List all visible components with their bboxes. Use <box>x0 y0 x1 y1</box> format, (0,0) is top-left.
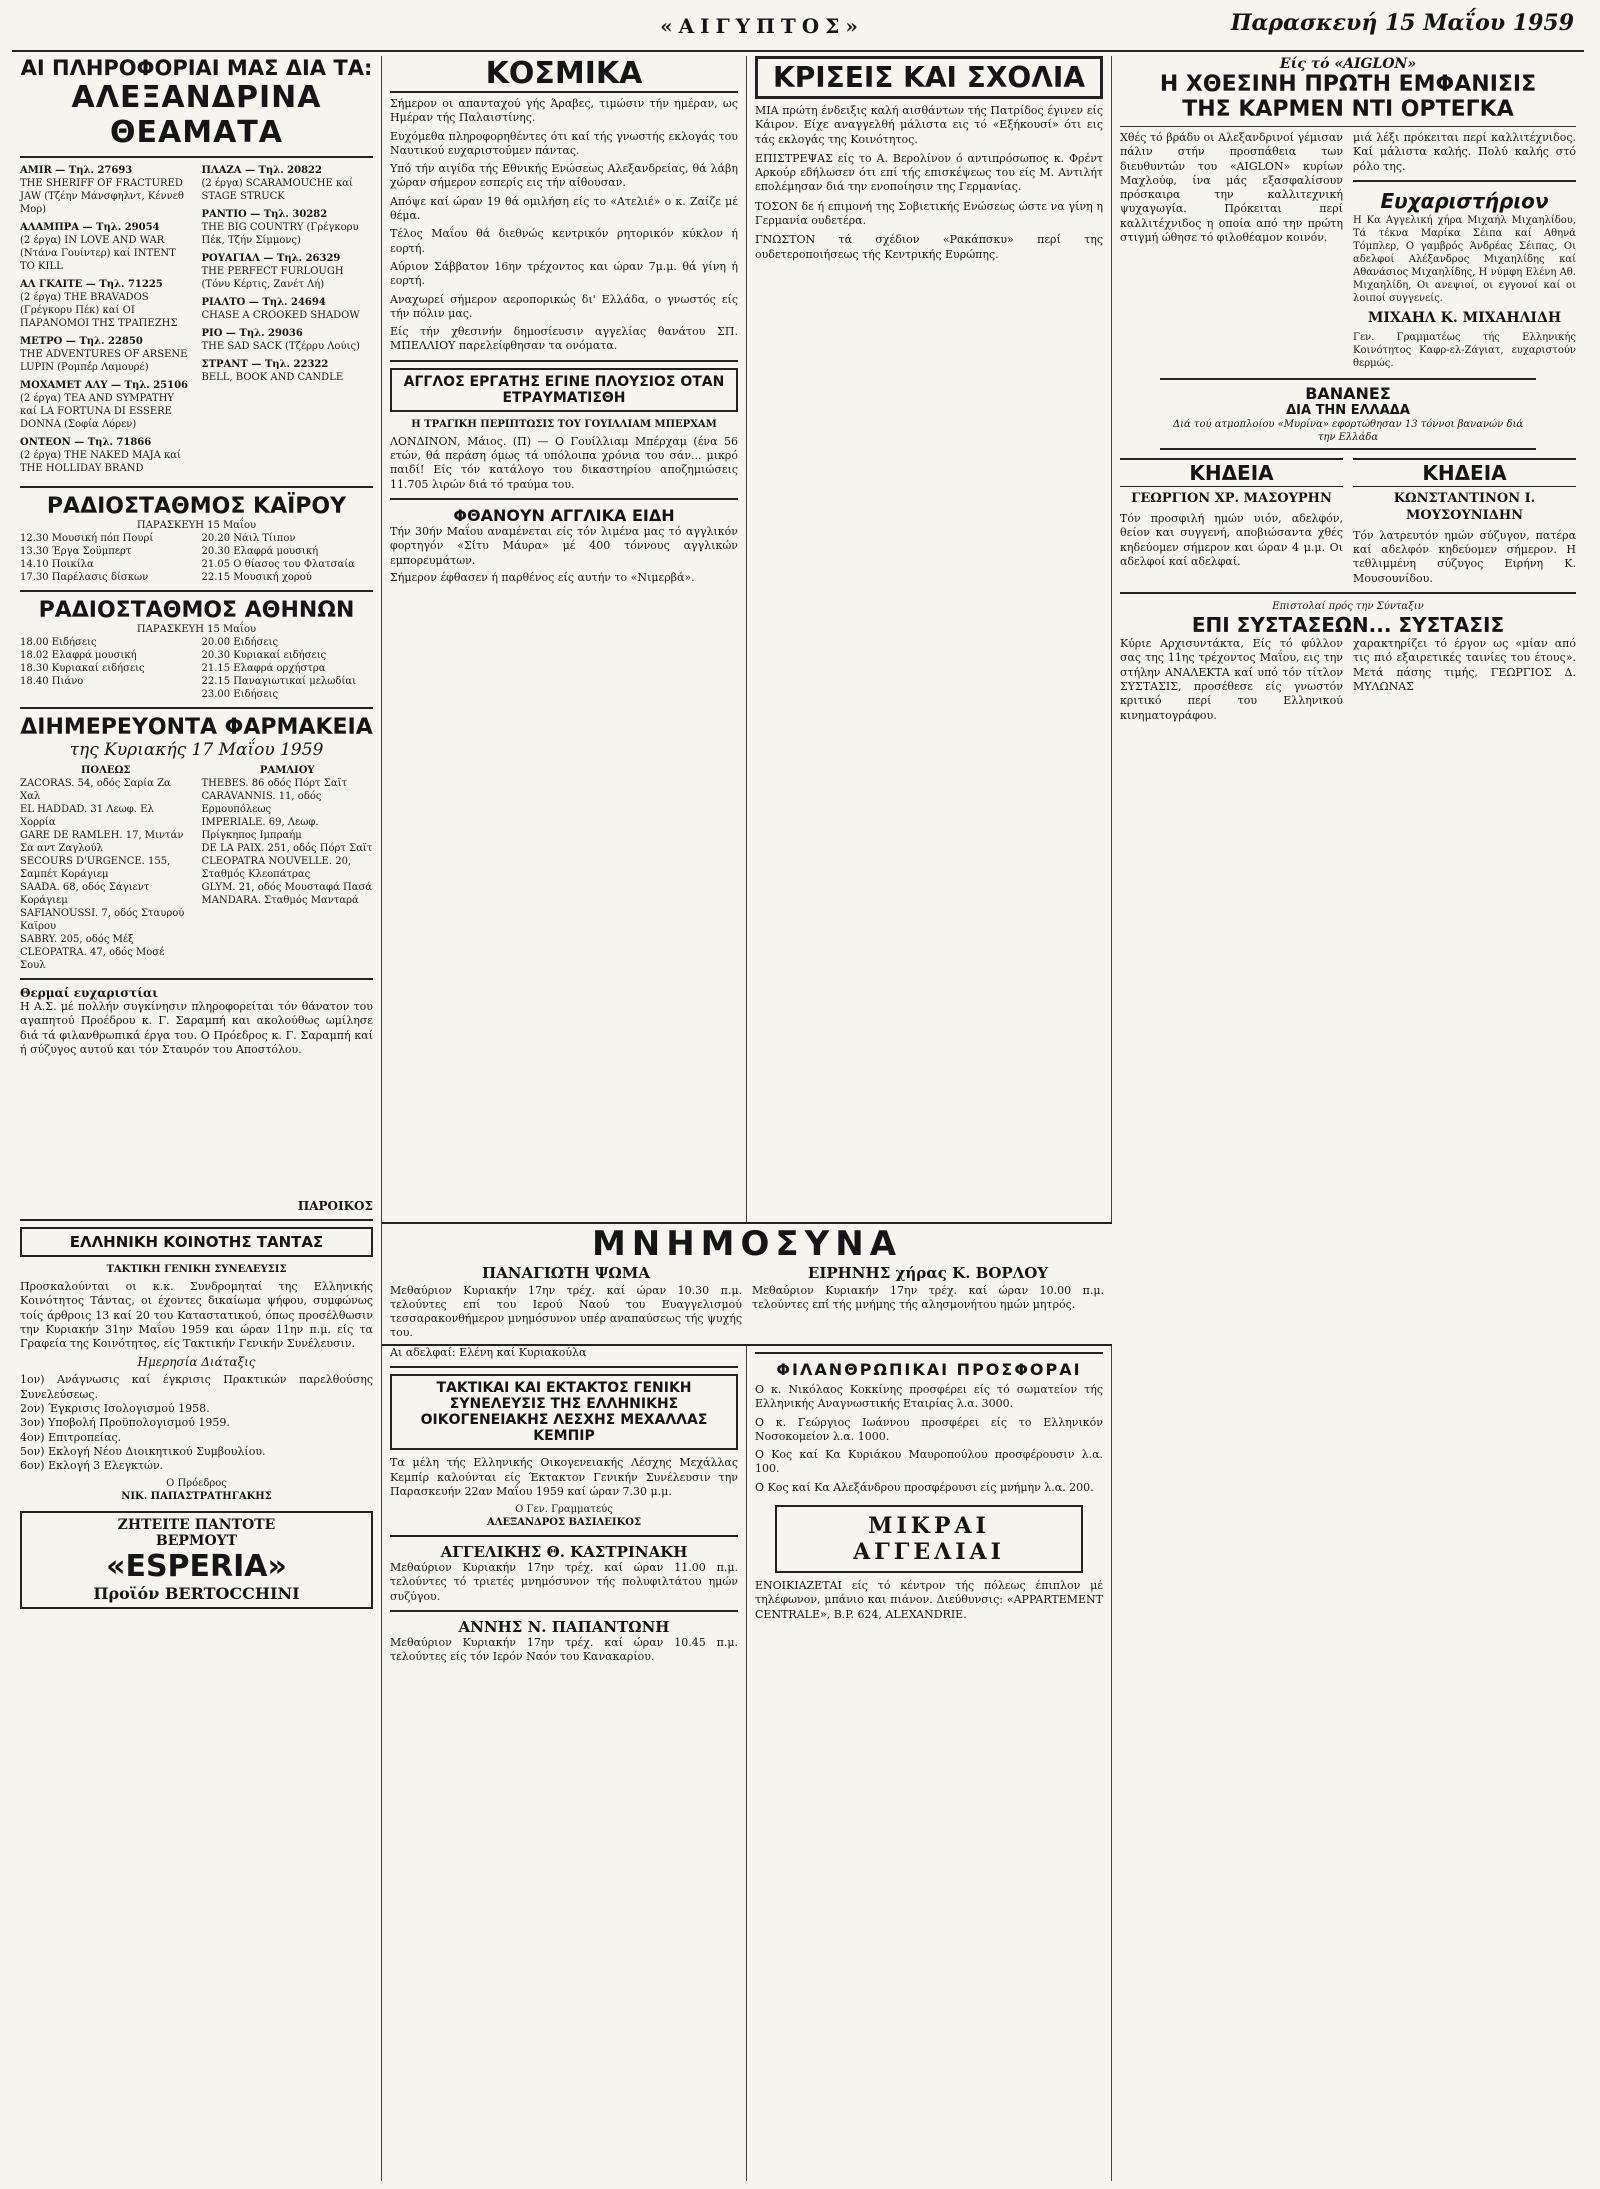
pharmacy-entry: CLEOPATRA. 47, οδός Μοσέ Σουλ <box>20 947 165 971</box>
radio-athens-left <box>20 636 192 701</box>
radio-athens-day: ΠΑΡΑΣΚΕΥΗ 15 Μαΐου <box>136 624 257 635</box>
cinema-name: ΜΕΤΡΟ — Τηλ. 22850 <box>20 336 143 347</box>
story-heading: ΑΓΓΛΟΣ ΕΡΓΑΤΗΣ ΕΓΙΝΕ ΠΛΟΥΣΙΟΣ ΟΤΑΝ ΕΤΡΑΥΜΑΤΙΣΘΗ <box>390 368 738 412</box>
masthead <box>12 6 1584 52</box>
radio-slot: 12.30 Μουσική πόπ Πουρί <box>20 533 154 544</box>
radio-slot: 22.15 Μουσική χορού <box>201 572 312 583</box>
radio-slot: 22.15 Παναγιωτικαί μελωδίαι <box>201 676 357 687</box>
pharmacy-entry: SAADA. 68, οδός Σάγιεντ Κοράγιεμ <box>20 882 150 906</box>
radio-cairo-day: ΠΑΡΑΣΚΕΥΗ 15 Μαΐου <box>136 520 257 531</box>
aiglon-kicker: Είς τό «AIGLON» <box>1279 56 1417 72</box>
cinema-program: CHASE A CROOKED SHADOW <box>201 310 360 321</box>
thanks-name: ΜΙΧΑΗΛ Κ. ΜΙΧΑΗΛΙΔΗ <box>1367 309 1562 326</box>
memorial-text: Μεθαύριον Κυριακήν 17ην τρέχ. καί ώραν 10.45 π.μ. τελούντες είς τόν Ιερόν Ναόν του Κανακαρίου. <box>390 1636 738 1664</box>
cinema-name: ΣΤΡΑΝΤ — Τηλ. 22322 <box>201 359 329 370</box>
pharmacies-subheading: της Κυριακής 17 Μαΐου 1959 <box>69 740 324 760</box>
funeral-heading: ΚΗΔΕΙΑ <box>1353 458 1576 487</box>
funeral-body: Τόν προσφιλή ημών υιόν, αδελφόν, θείον και συγγενή, αποβιώσαντα χθές κηδεύομεν σήμερον και ώραν 4 μ.μ. Οι αδελφοί καί αδελφαί. <box>1120 511 1343 568</box>
radio-slot: 20.20 Νάιλ Τίιπον <box>201 533 296 544</box>
letter-body: Η Α.Σ. μέ πολλήν συγκίνησιν πληροφορείται τόν θάνατον του αγαπητού Προέδρου κ. Γ. Σαραμπή και ακολούθως ωμίλησε διά τά φιλανθρωπικά έργα του. Ο Πρόεδρος κ. Γ. Σαραμπή καί ή σύζυγος αυτού και τόν Σταυρόν του Αποστόλου. <box>20 1000 373 1056</box>
carmen-heading-2: ΤΗΣ ΚΑΡΜΕΝ ΝΤΙ ΟΡΤΕΓΚΑ <box>1182 97 1514 122</box>
commentary-heading: ΚΡΙΣΕΙΣ ΚΑΙ ΣΧΟΛΙΑ <box>755 56 1103 99</box>
column-2-lower <box>382 1346 747 2181</box>
pharmacy-entry: SAFIANOUSSI. 7, οδός Σταυρού Καϊρου <box>20 908 185 932</box>
radio-slot: 20.30 Κυριακαί ειδήσεις <box>201 650 327 661</box>
column-1 <box>12 56 382 2181</box>
goods-note: Σήμερον έφθασεν ή παρθένος είς αυτήν το «Νιμερβά». <box>390 570 695 584</box>
pharmacy-entry: THEBES. 86 οδός Πόρτ Σαϊτ <box>201 778 348 789</box>
radio-slot: 18.02 Ελαφρά μουσική <box>20 650 137 661</box>
ad-brand: «ESPERIA» <box>106 1549 287 1585</box>
assoc-sign-title: Ο Γεν. Γραμματεύς <box>515 1504 613 1516</box>
agenda-item: 4ον) Επιτροπείας. <box>20 1430 122 1444</box>
pharmacy-entry: GLYM. 21, οδός Μουσταφά Πασά <box>201 882 373 893</box>
thanks-body: Η Κα Αγγελική χήρα Μιχαήλ Μιχαηλίδου, Τά τέκνα Μαρίκα Σέιπα καί Αθηνά Τόμπλερ, Ο γαμβρός Άνδρέας Σέιπας, Οι αδελφοί Αλέξανδρος Μιχαηλίδης καί Αθανάσιος Μιχαηλίδης, Η νύμφη Ελένη Αθ. Μιχαηλίδη, Οι ανεψιοί, οι εγγονοί καί οι λοιποί συγγενείς. <box>1353 214 1576 304</box>
memorial-text: Μεθαύριον Κυριακήν 17ην τρέχ. καί ώραν 11.00 π.μ. τελούντες τό τριετές μνημόσυνον τής πολυφιλτάτου ημών συζύγου. <box>390 1561 738 1603</box>
bananas-box <box>1160 378 1536 450</box>
agenda-item: 6ον) Εκλογή 3 Ελεγκτών. <box>20 1459 164 1473</box>
funeral-heading: ΚΗΔΕΙΑ <box>1120 458 1343 487</box>
agenda-item: 1ον) Ανάγνωσις καί έγκρισις Πρακτικών παρελθούσης Συνελεύσεως. <box>20 1373 373 1401</box>
tanta-heading: ΕΛΛΗΝΙΚΗ ΚΟΙΝΟΤΗΣ ΤΑΝΤΑΣ <box>20 1227 373 1257</box>
story-subheading: Η ΤΡΑΓΙΚΗ ΠΕΡΙΠΤΩΣΙΣ ΤΟΥ ΓΟΥΙΛΛΙΑΜ ΜΠΕΡΧΑΜ <box>411 418 717 430</box>
radio-athens-right <box>202 636 374 701</box>
agenda-item: 5ον) Εκλογή Νέου Διοικητικού Συμβουλίου. <box>20 1444 266 1458</box>
commentary-paragraph: ΤΟΣΟΝ δε ή επιμονή της Σοβιετικής Ενώσεως ώστε να γίνη η Γερμανία ουδετέρα. <box>755 199 1103 228</box>
cinema-name: ΡΟΥΑΓΙΑΛ — Τηλ. 26329 <box>201 253 341 264</box>
column-3-lower <box>747 1346 1112 2181</box>
cinema-name: ΟΝΤΕΟΝ — Τηλ. 71866 <box>20 437 152 448</box>
radio-athens-heading: ΡΑΔΙΟΣΤΑΘΜΟΣ ΑΘΗΝΩΝ <box>38 598 355 623</box>
assoc-body: Τα μέλη τής Ελληνικής Οικογενειακής Λέσχης Μεχάλλας Κεμπίρ καλούνται είς Έκτακτον Γενικήν Συνέλευσιν την Παρασκευήν 22αν Μαΐου 1959 καί ώραν 7.30 μ.μ. <box>390 1456 738 1498</box>
pharmacy-entry: GARE DE RAMLEH. 17, Μιντάν Σα αντ Ζαγλούλ <box>20 830 184 854</box>
classifieds-title: ΜΙΚΡΑΙ <box>868 1513 990 1540</box>
cinema-program: (2 έργα) IN LOVE AND WAR (Ντάνα Γουίντερ) καί INTENT TO KILL <box>20 235 176 272</box>
commentary-body <box>755 104 1103 262</box>
radio-cairo-right <box>202 532 374 584</box>
memorial-sign: Αι αδελφαί: Ελένη καί Κυριακούλα <box>390 1346 587 1359</box>
charity-item: Ο Κος καί Κα Αλεξάνδρου προσφέρουσι είς μνήμην λ.α. 200. <box>755 1480 1094 1494</box>
letters-kicker: Επιστολαί πρός την Σύνταξιν <box>1272 601 1424 613</box>
radio-slot: 20.00 Ειδήσεις <box>201 637 279 648</box>
tanta-sign-name: ΝΙΚ. ΠΑΠΑΣΤΡΑΤΗΓΑΚΗΣ <box>121 1491 272 1503</box>
reco-heading: ΕΠΙ ΣΥΣΤΑΣΕΩΝ... ΣΥΣΤΑΣΙΣ <box>1191 613 1505 638</box>
pharmacy-entry: IMPERIALE. 69, Λεωφ. Πρίγκηπος Ιμπραήμ <box>201 817 319 841</box>
pharmacy-entry: EL HADDAD. 31 Λεωφ. Ελ Χορρία <box>20 804 154 828</box>
social-item: Αύριον Σάββατον 16ην τρέχοντος και ώραν 7μ.μ. θά γίνη ή εορτή. <box>390 259 738 288</box>
bananas-heading: ΒΑΝΑΝΕΣ <box>1305 384 1391 404</box>
pharmacy-entry: CLEOPATRA NOUVELLE. 20, Σταθμός Κλεοπάτρας <box>201 856 352 880</box>
radio-cairo-left <box>20 532 192 584</box>
tanta-subheading: ΤΑΚΤΙΚΗ ΓΕΝΙΚΗ ΣΥΝΕΛΕΥΣΙΣ <box>106 1263 287 1275</box>
radio-slot: 18.40 Πιάνο <box>20 676 84 687</box>
classifieds-body: ΕΝΟΙΚΙΑΖΕΤΑΙ είς τό κέντρον τής πόλεως έπιπλον μέ τηλέφωνον, μπάνιο και πιάνον. Διεύθυνσις: «APPARTEMENT CENTRALE», B.P. 624, ALEXANDRIE. <box>755 1579 1103 1621</box>
reco-body-left: Κύριε Αρχισυντάκτα, Είς τό φύλλον σας της 11ης τρέχοντος Μαΐου, εις την στήλην ΑΝΑΛΕΚΤΑ καί υπό τόν τίτλον ΣΥΣΤΑΣΙΣ, προσέθεσε είς γνωστόν κριτικό περί του Ελληνικού κινηματογράφου. <box>1120 637 1343 722</box>
cinema-name: ΡΑΝΤΙΟ — Τηλ. 30282 <box>201 209 328 220</box>
radio-slot: 18.00 Ειδήσεις <box>20 637 97 648</box>
pharmacy-entry: ZACORAS. 54, οδός Σαρία Ζα Χαλ <box>20 778 171 802</box>
commentary-paragraph: ΓΝΩΣΤΟΝ τά σχέδιον «Ρακάπσκυ» περί της ουδετεροποιήσεως τής Κεντρικής Ευρώπης. <box>755 233 1103 261</box>
pharmacy-entry: CARAVANNIS. 11, οδός Ερμουπόλεως <box>201 791 322 815</box>
social-item: Είς τήν χθεσινήν δημοσίευσιν αγγελίας θανάτου ΣΠ. ΜΠΕΛΛΙΟΥ παρελείφθησαν τα ονόματα. <box>390 325 738 353</box>
pharmacy-entry: DE LA PAIX. 251, οδός Πόρτ Σαϊτ <box>201 843 373 854</box>
cinema-program: (2 έργα) THE NAKED MAJA καί THE HOLLIDAY BRAND <box>20 450 181 474</box>
funeral-name: ΚΩΝΣΤΑΝΤΙΝΟΝ Ι. ΜΟΥΣΟΥΝΙΔΗΝ <box>1393 491 1536 523</box>
cinema-name: ΑΛ ΓΚΑΙΤΕ — Τηλ. 71225 <box>20 279 163 290</box>
carmen-body-left: Χθές τό βράδυ οι Αλεξανδρινοί γέμισαν πάλιν στήν προσπάθεια των διευθυντών του «AIGLON» κυρίων Μαχλούφ, ίνα μάς εξασφαλίσουν πρόσκαιρα την καλλιτεχνική ψυχαγωγία. Πρόκειται περί καλλιτέχνιδος η οποία από την πρώτη στιγμή ώθησε τό φιλοθέαμον κοινόν. <box>1120 131 1343 245</box>
column-4 <box>1112 56 1584 2181</box>
cinema-name: AMIR — Τηλ. 27693 <box>20 165 133 176</box>
ad-line: ΖΗΤΕΙΤΕ ΠΑΝΤΟΤΕ <box>117 1517 276 1534</box>
cinema-program: THE SAD SACK (Τζέρρυ Λούις) <box>201 341 360 352</box>
letter-title: Θερμαί ευχαριστίαι <box>20 986 159 1000</box>
cinema-list-left <box>20 164 192 480</box>
commentary-paragraph: ΕΠΙΣΤΡΕΨΑΣ είς το Α. Βερολίνον ό αντιπρόσωπος κ. Φρέντ Αρκούρ εδήλωσεν ότι επί τής επισκέψεως του είς Μ. Αντιλήτ επολέμησαν διά την ενοποίησιν της Γερμανίας. <box>755 151 1103 194</box>
social-item: Αναχωρεί σήμερον αεροπορικώς δι' Ελλάδα, ο γνωστός είς τήν πόλιν μας. <box>390 292 738 320</box>
radio-slot: 13.30 Έργα Σοϋμπερτ <box>20 546 132 557</box>
carmen-body-right: μιά λέξι πρόκειται περί καλλιτέχνιδος. Καί μάλιστα καλής. Πολύ καλής στό ρόλο της. <box>1353 131 1576 173</box>
social-heading: ΚΟΣΜΙΚΑ <box>390 56 738 93</box>
pharmacy-entry: SECOURS D'URGENCE. 155, Σαμπέτ Κοράγιεμ <box>20 856 171 880</box>
cinema-name: ΜΟΧΑΜΕΤ ΑΛΥ — Τηλ. 25106 <box>20 380 189 391</box>
radio-slot: 21.15 Ελαφρά ορχήστρα <box>201 663 326 674</box>
letter-signature: ΠΑΡΟΙΚΟΣ <box>297 1198 373 1213</box>
charity-item: Ο κ. Νικόλαος Κοκκίνης προσφέρει είς τό σωματείον τής Ελληνικής Αναγνωστικής Εταιρίας λ.α. 3000. <box>755 1383 1103 1411</box>
radio-slot: 17.30 Παρέλασις δίσκων <box>20 572 149 583</box>
social-item: Υπό τήν αιγίδα τής Εθνικής Ενώσεως Αλεξανδρείας, θά λάβη χώραν σήμερον εσπερίς εις τήν αίθουσαν. <box>390 162 738 190</box>
funeral-notice-left <box>1120 458 1343 586</box>
funeral-notice-right <box>1353 458 1576 586</box>
cinema-program: THE PERFECT FURLOUGH (Τόνυ Κέρτις, Ζανέτ Λή) <box>201 266 344 290</box>
cinema-program: THE ADVENTURES OF ARSENE LUPIN (Ρομπέρ Λαμουρέ) <box>20 349 188 373</box>
social-item: Απόψε καί ώραν 19 θά ομιλήση είς το «Ατελιέ» ο κ. Ζαίζε μέ θέμα. <box>390 194 738 223</box>
memorial-name: ΠΑΝΑΓΙΩΤΗ ΨΩΜΑ <box>481 1264 651 1282</box>
ad-maker: Προϊόν BERTOCCHINI <box>93 1584 300 1604</box>
tanta-sign-title: Ο Πρόεδρος <box>166 1478 227 1490</box>
cinema-program: BELL, BOOK AND CANDLE <box>201 372 344 383</box>
funeral-name: ΓΕΩΡΓΙΟΝ ΧΡ. ΜΑΣΟΥΡΗΝ <box>1131 491 1332 507</box>
agenda-item: 2ον) Έγκρισις Ισολογισμού 1958. <box>20 1401 210 1415</box>
bananas-subheading: ΔΙΑ ΤΗΝ ΕΛΛΑΔΑ <box>1286 403 1410 419</box>
radio-slot: 23.00 Ειδήσεις <box>201 689 279 700</box>
memorial-heading: ΜΝΗΜΟΣΥΝΑ <box>591 1224 903 1264</box>
issue-date: Παρασκευή 15 Μαΐου 1959 <box>1230 10 1574 36</box>
memorial-text: Μεθαύριον Κυριακήν 17ην τρέχ. καί ώραν 10.30 π.μ. τελούντες επί του Ιερού Ναού του Ευαγγελισμού τεσσαρακονθήμερον μνημόσυνον υπέρ αναπαύσεως τής ψυχής του. <box>390 1283 742 1340</box>
bananas-body: Διά τού ατμοπλοίου «Μυρίνα» εφορτώθησαν 13 τόννοι βανανών διά την Ελλάδα <box>1172 419 1524 444</box>
cinema-name: ΠΛΑΖΑ — Τηλ. 20822 <box>201 165 322 176</box>
pharmacies-heading: ΔΙΗΜΕΡΕΥΟΝΤΑ ΦΑΡΜΑΚΕΙΑ <box>20 715 373 740</box>
ad-line: ΒΕΡΜΟΥΤ <box>155 1533 238 1550</box>
classifieds-title: ΑΓΓΕΛΙΑΙ <box>853 1539 1005 1566</box>
goods-body: Τήν 30ήν Μαΐου αναμένεται είς τόν λιμένα μας τό αγγλικόν φορτηγόν «Σίτυ Μάυρα» μέ 400 τόννους αγγλικών εμπορευμάτων. <box>390 524 738 567</box>
tanta-agenda <box>20 1373 373 1473</box>
cinema-name: ΑΛΑΜΠΡΑ — Τηλ. 29054 <box>20 222 160 233</box>
cinema-program: (2 έργα) SCARAMOUCHE καί STAGE STRUCK <box>201 178 353 202</box>
thanks-heading: Ευχαριστήριον <box>1380 188 1549 213</box>
cinema-program: (2 έργα) THE BRAVADOS (Γρέγκορυ Πέκ) καί ΟΙ ΠΑΡΑΝΟΜΟΙ ΤΗΣ ΤΡΑΠΕΖΗΣ <box>20 292 178 329</box>
social-item: Σήμερον οι απανταχού γής Άραβες, τιμώσιν τήν ημέραν, ως Ημέραν τής Παλαιστίνης. <box>390 97 738 125</box>
charity-list <box>755 1383 1103 1495</box>
memorial-name: ΑΝΝΗΣ Ν. ΠΑΠΑΝΤΩΝΗ <box>458 1618 670 1637</box>
social-item: Τέλος Μαΐου θά διεθνώς κεντρικόν ρητορικόν κύκλον ή εορτή. <box>390 227 738 255</box>
cinema-program: THE BIG COUNTRY (Γρέγκορυ Πέκ, Τζήν Σίμμονς) <box>201 222 359 246</box>
radio-slot: 14.10 Ποικίλα <box>20 559 94 570</box>
radio-slot: 21.05 Ο θίασος του Φλατσαία <box>201 559 355 570</box>
commentary-paragraph: ΜΙΑ πρώτη ένδειξις καλή αισθάντων τής Πατρίδος έγινεν είς Κάιρον. Είχε αναγγελθή μάλιστα εις τό «Εξήκουσί» ότι εις τάς εκλογάς της Κοινότητος. <box>755 104 1103 146</box>
assoc-sign-name: ΑΛΕΞΑΝΔΡΟΣ ΒΑΣΙΛΕΙΚΟΣ <box>486 1517 642 1529</box>
radio-slot: 20.30 Ελαφρά μουσική <box>201 546 319 557</box>
cinema-name: ΡΙΑΛΤΟ — Τηλ. 24694 <box>201 297 326 308</box>
funeral-body: Τόν λατρευτόν ημών σύζυγον, πατέρα καί αδελφόν κηδεύομεν σήμερον. Η τεθλιμμένη σύζυγος Ειρήνη Κ. Μουσουνίδου. <box>1353 528 1576 585</box>
tanta-agenda-heading: Ημερησία Διάταξις <box>137 1355 256 1370</box>
charity-item: Ο Κος καί Κα Κυριάκου Μαυροπούλου προσφέρουσιν λ.α. 100. <box>755 1448 1103 1476</box>
cinema-name: ΡΙΟ — Τηλ. 29036 <box>201 328 303 339</box>
social-item: Ευχόμεθα πληροφορηθέντες ότι καί τής γνωστής εκλογάς του Ναυτικού ευχαριστούμεν πάντας. <box>390 129 738 157</box>
entertainment-heading: ΑΛΕΞΑΝΔΡΙΝΑ ΘΕΑΜΑΤΑ <box>71 80 322 150</box>
cinema-program: (2 έργα) TEA AND SYMPATHY καί LA FORTUNA DI ESSERE DONNA (Σοφία Λόρεν) <box>20 393 175 430</box>
pharmacy-entry: MANDARA. Σταθμός Μανταρά <box>201 895 359 906</box>
memorial-name: ΑΓΓΕΛΙΚΗΣ Θ. ΚΑΣΤΡΙΝΑΚΗ <box>440 1543 688 1562</box>
thanks-tail: Γεν. Γραμματέως τής Ελληνικής Κοινότητος Καφρ-ελ-Ζάγιατ, ευχαριστούν θερμώς. <box>1353 332 1576 370</box>
memorial-band <box>382 1222 1112 1346</box>
pharmacies-city-head: ΠΟΛΕΩΣ <box>80 765 131 776</box>
cinema-program: THE SHERIFF OF FRACTURED JAW (Τζέην Μάνσφηλντ, Κέννεθ Μορ) <box>20 178 184 215</box>
classifieds-box <box>775 1505 1083 1573</box>
social-items <box>390 97 738 354</box>
memorial-text: Μεθαύριον Κυριακήν 17ην τρέχ. καί ώραν 10.00 π.μ. τελούντες επί τής μνήμης τής αλησμονήτου ημών μητρός. <box>752 1283 1104 1311</box>
memorial-name: ΕΙΡΗΝΗΣ χήρας Κ. ΒΟΡΛΟΥ <box>807 1264 1049 1282</box>
radio-slot: 18.30 Κυριακαί ειδήσεις <box>20 663 145 674</box>
goods-heading: ΦΘΑΝΟΥΝ ΑΓΓΛΙΚΑ ΕΙΔΗ <box>453 505 675 525</box>
cinema-list-right <box>202 164 374 480</box>
pharmacy-entry: SABRY. 205, οδός Μέξ <box>20 934 134 945</box>
tanta-body: Προσκαλούνται οι κ.κ. Συνδρομηταί της Ελληνικής Κοινότητος Τάντας, οι έχοντες δικαίωμα ψήφου, συμφώνως τοίς άρθροις 13 καί 20 του Καταστατικού, όπως προσέλθωσιν την Κυριακήν 31ην Μαΐου 1959 και ώραν 11ην π.μ. είς τα Γραφεία της Κοινότητος, είς Τακτικήν Γενικήν Συνέλευσιν. <box>20 1279 373 1351</box>
carmen-heading: Η ΧΘΕΣΙΝΗ ΠΡΩΤΗ ΕΜΦΑΝΙΣΙΣ <box>1159 72 1537 97</box>
pharmacies-ramleh <box>202 764 374 972</box>
charity-item: Ο κ. Γεώργιος Ιωάννου προσφέρει είς το Ελληνικόν Νοσοκομείον λ.α. 1000. <box>755 1415 1103 1443</box>
story-body: ΛΟΝΔΙΝΟΝ, Μάιος. (Π) — Ο Γουίλλιαμ Μπέρχαμ (ένα 56 ετών, θά περάση όμως τά υπόλοιπα χρόνια του σάν... μικρό παιδί! Είς τόν κατάλογο του δικαστηρίου αποζημιώσεις 11.705 λιρών διά τό τραύμα του. <box>390 434 738 491</box>
charity-heading: ΦΙΛΑΝΘΡΩΠΙΚΑΙ ΠΡΟΣΦΟΡΑΙ <box>776 1360 1082 1379</box>
entertainment-kicker: ΑΙ ΠΛΗΡΟΦΟΡΙΑΙ ΜΑΣ ΔΙΑ ΤΑ: <box>20 56 373 80</box>
pharmacies-ramleh-head: ΡΑΜΛΙΟΥ <box>259 765 315 776</box>
agenda-item: 3ον) Υποβολή Προϋπολογισμού 1959. <box>20 1416 230 1430</box>
assoc-heading: ΤΑΚΤΙΚΑΙ ΚΑΙ ΕΚΤΑΚΤΟΣ ΓΕΝΙΚΗ ΣΥΝΕΛΕΥΣΙΣ ΤΗΣ ΕΛΛΗΝΙΚΗΣ ΟΙΚΟΓΕΝΕΙΑΚΗΣ ΛΕΣΧΗΣ ΜΕΧΑΛΛΑΣ ΚΕΜΠΙΡ <box>390 1374 738 1450</box>
letter-body-continued <box>20 1057 373 1199</box>
pharmacies-city <box>20 764 192 972</box>
esperia-ad <box>20 1511 373 1609</box>
paper-name: «ΑΙΓΥΠΤΟΣ» <box>660 14 864 38</box>
radio-cairo-heading: ΡΑΔΙΟΣΤΑΘΜΟΣ ΚΑΪΡΟΥ <box>46 494 347 519</box>
reco-body-right: χαρακτηρίζει τό έργον ως «μίαν από τις πιό εξαιρετικές ταινίες του έτους». Μετά πάσης τιμής, ΓΕΩΡΓΙΟΣ Δ. ΜΥΛΩΝΑΣ <box>1353 637 1576 693</box>
